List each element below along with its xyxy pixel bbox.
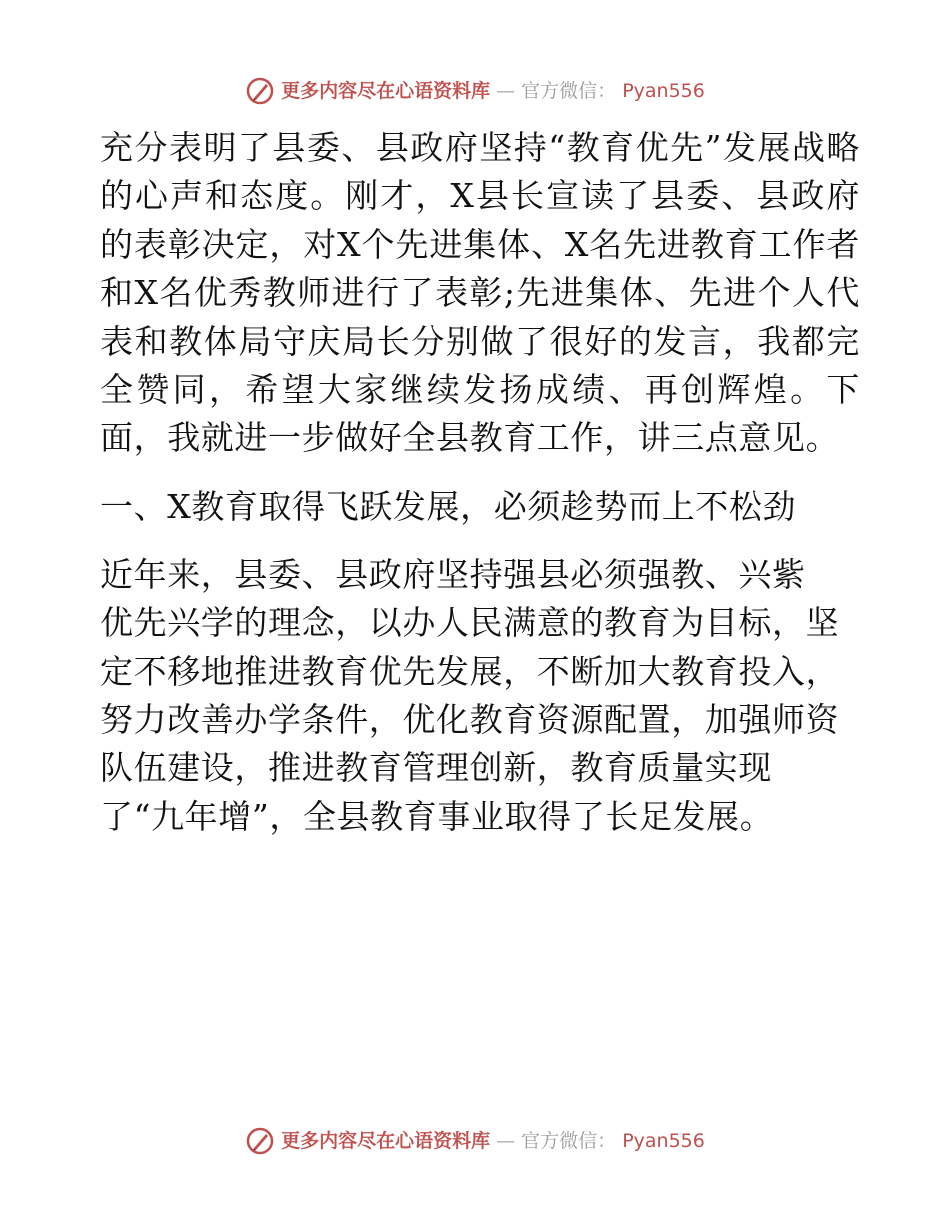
document-body [100, 124, 860, 841]
pen-logo-icon [245, 1126, 275, 1156]
paragraph-line: 定不移地推进教育优先发展，不断加大教育投入， [100, 651, 840, 691]
watermark-library-text: 更多内容尽在心语资料库 [281, 80, 491, 102]
watermark-wechat-id: Pyan556 [622, 1130, 705, 1152]
paragraph-line: 了“九年增”，全县教育事业取得了长足发展。 [100, 796, 774, 836]
paragraph-line: 队伍建设，推进教育管理创新，教育质量实现 [100, 748, 772, 788]
watermark-wechat-label: 官方微信： [521, 1130, 617, 1152]
paragraph-progress [100, 551, 860, 841]
watermark-wechat-label: 官方微信： [521, 80, 617, 102]
section-heading-1: 一、X教育取得飞跃发展，必须趁势而上不松劲 [100, 486, 797, 526]
watermark-dash: — [496, 80, 516, 102]
footer-watermark [0, 1126, 950, 1156]
watermark-wechat-id: Pyan556 [622, 80, 705, 102]
pen-logo-icon [245, 76, 275, 106]
watermark-dash: — [496, 1130, 516, 1152]
paragraph-intro: 充分表明了县委、县政府坚持“教育优先”发展战略的心声和态度。刚才，X县长宣读了县委、县政府的表彰决定，对X个先进集体、X名先进教育工作者和X名优秀教师进行了表彰;先进集体、先进个人代表和教体局守庆局长分别做了很好的发言，我都完全赞同，希望大家继续发扬成绩、再创辉煌。下面，我就进一步做好全县教育工作，讲三点意见。 [100, 128, 860, 458]
paragraph-line: 努力改善办学条件，优化教育资源配置，加强师资 [100, 700, 840, 740]
paragraph-line: 优先兴学的理念，以办人民满意的教育为目标，坚 [100, 603, 840, 643]
watermark-library-text: 更多内容尽在心语资料库 [281, 1130, 491, 1152]
header-watermark [0, 76, 950, 106]
paragraph-line: 近年来，县委、县政府坚持强县必须强教、兴紫 [100, 554, 806, 594]
